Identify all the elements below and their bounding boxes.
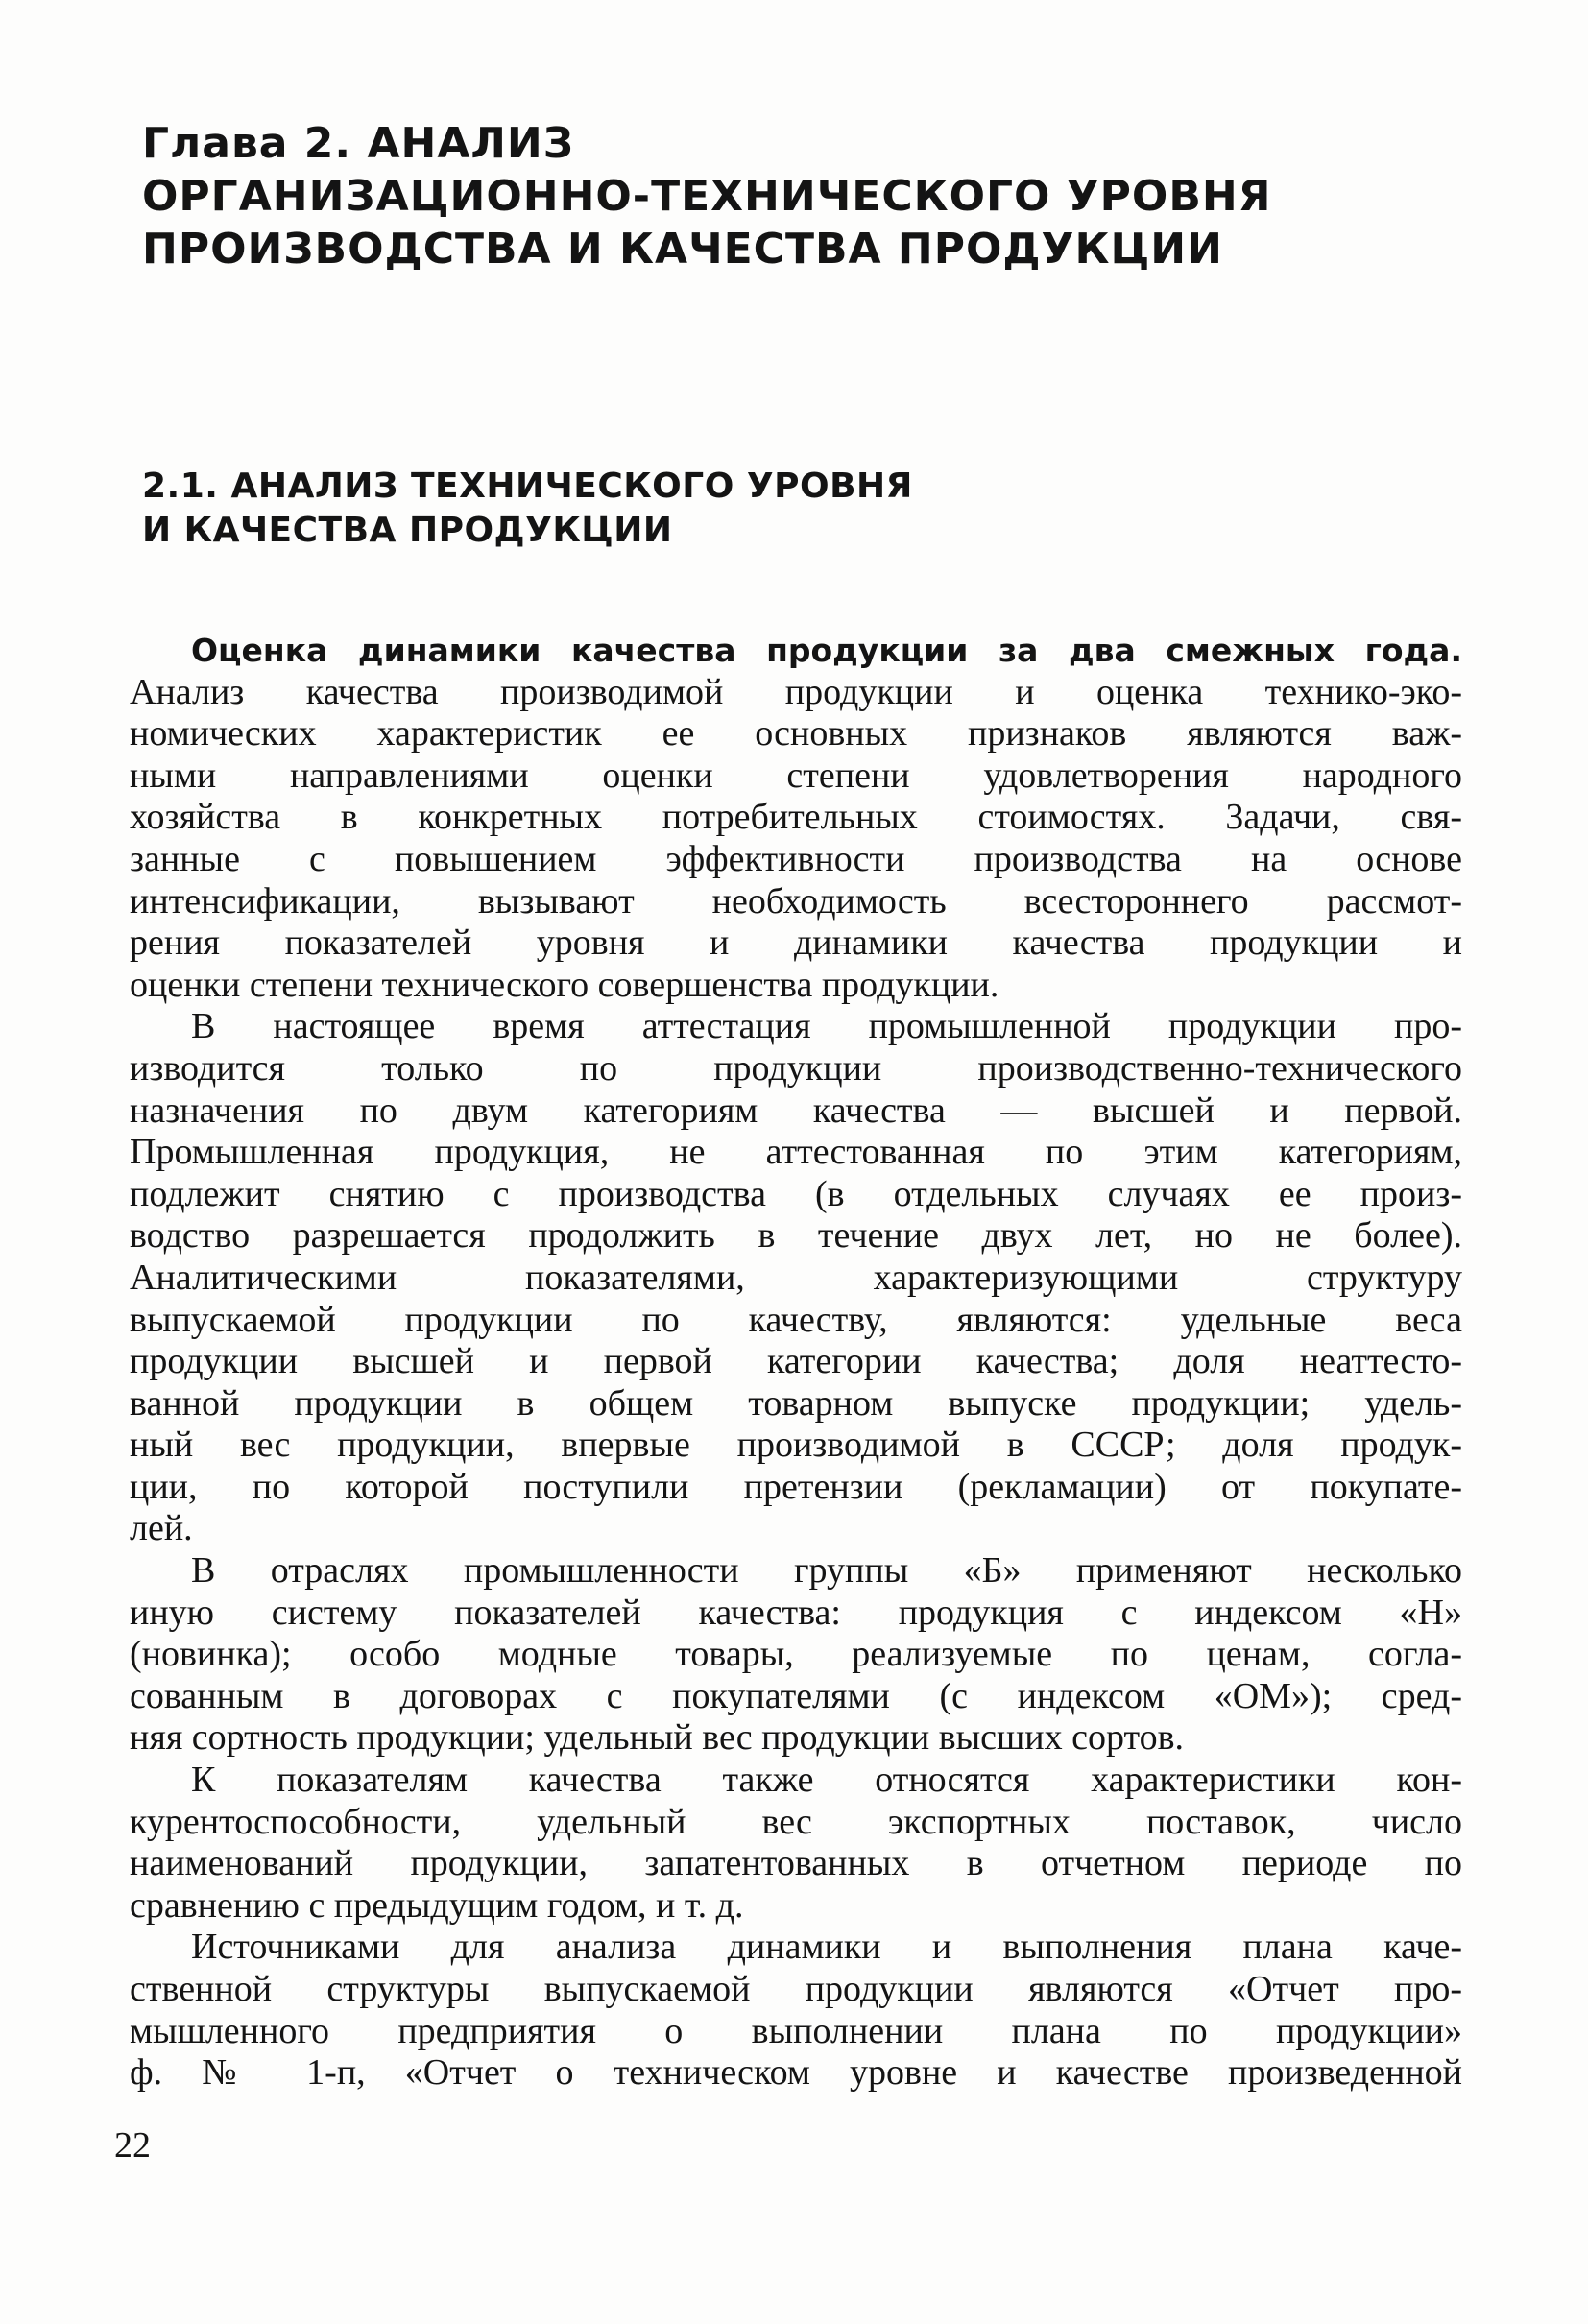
text-line: водство разрешается продолжить в течение двух лет, но не более). [130,1215,1462,1257]
text-line: ванной продукции в общем товарном выпуске продукции; удель- [130,1382,1462,1424]
text-line: подлежит снятию с производства (в отдельных случаях ее произ- [130,1173,1462,1214]
text-line: К показателям качества также относятся характеристики кон- [191,1760,1462,1801]
section-title-line: 2.1. АНАЛИЗ ТЕХНИЧЕСКОГО УРОВНЯ [142,467,913,506]
text-line: Промышленная продукция, не аттестованная по этим категориям, [130,1132,1462,1173]
text-line: лей. [130,1508,193,1549]
text-line: ф. № 1-п, «Отчет о техническом уровне и качестве произведенной [130,2052,1462,2094]
text-line: иную систему показателей качества: продукция с индексом «Н» [130,1592,1462,1633]
text-line: Анализ качества производимой продукции и оценка технико-эко- [130,671,1462,712]
text-line: сравнению с предыдущим годом, и т. д. [130,1884,744,1926]
chapter-title [142,117,1467,276]
text-line: назначения по двум категориям качества — высшей и первой. [130,1090,1462,1131]
paragraph-sources [130,1927,1462,2094]
text-line: занные с повышением эффективности производства на основе [130,838,1462,879]
text-line: наименований продукции, запатентованных в отчетном периоде по [130,1843,1462,1884]
text-line: оценки степени технического совершенства продукции. [130,964,999,1005]
section-title [142,465,1467,553]
text-line: Источниками для анализа динамики и выполнения плана каче- [191,1927,1462,1968]
text-line: (новинка); особо модные товары, реализуемые по ценам, согла- [130,1634,1462,1675]
text-line: ными направлениями оценки степени удовлетворения народного [130,755,1462,796]
text-line: выпускаемой продукции по качеству, являются: удельные веса [130,1299,1462,1340]
paragraph-attestation [130,1006,1462,1550]
chapter-title-line: Глава 2. АНАЛИЗ [142,119,575,168]
chapter-title-line: ОРГАНИЗАЦИОННО-ТЕХНИЧЕСКОГО УРОВНЯ [142,172,1272,221]
paragraph-competitiveness [130,1760,1462,1927]
text-line: хозяйства в конкретных потребительных стоимостях. Задачи, свя- [130,797,1462,838]
text-line: ции, по которой поступили претензии (рекламации) от покупате- [130,1466,1462,1507]
text-line: рения показателей уровня и динамики качества продукции и [130,922,1462,964]
text-line: сованным в договорах с покупателями (с индексом «ОМ»); сред- [130,1675,1462,1716]
text-line: курентоспособности, удельный вес экспортных поставок, число [130,1801,1462,1842]
text-line: Аналитическими показателями, характеризующими структуру [130,1257,1462,1298]
paragraph-quality-dynamics [130,630,1462,1006]
section-title-line: И КАЧЕСТВА ПРОДУКЦИИ [142,511,673,550]
paragraph-lead: Оценка динамики качества продукции за два смежных года. [191,632,1462,669]
body-text [130,630,1462,2095]
paragraph-group-b [130,1550,1462,1760]
text-line: ный вес продукции, впервые производимой в СССР; доля продук- [130,1425,1462,1466]
text-line: няя сортность продукции; удельный вес продукции высших сортов. [130,1717,1185,1759]
text-line: продукции высшей и первой категории качества; доля неаттесто- [130,1341,1462,1382]
text-line: ственной структуры выпускаемой продукции являются «Отчет про- [130,1969,1462,2009]
text-line: номических характеристик ее основных признаков являются важ- [130,713,1462,755]
text-line: интенсификации, вызывают необходимость всестороннего рассмот- [130,880,1462,922]
text-line: изводится только по продукции производственно-технического [130,1047,1462,1089]
chapter-title-line: ПРОИЗВОДСТВА И КАЧЕСТВА ПРОДУКЦИИ [142,225,1223,274]
text-line: В отраслях промышленности группы «Б» применяют несколько [191,1550,1462,1592]
text-line: В настоящее время аттестация промышленной продукции про- [191,1006,1462,1047]
page-number: 22 [114,2125,151,2166]
text-line: мышленного предприятия о выполнении плана по продукции» [130,2010,1462,2051]
